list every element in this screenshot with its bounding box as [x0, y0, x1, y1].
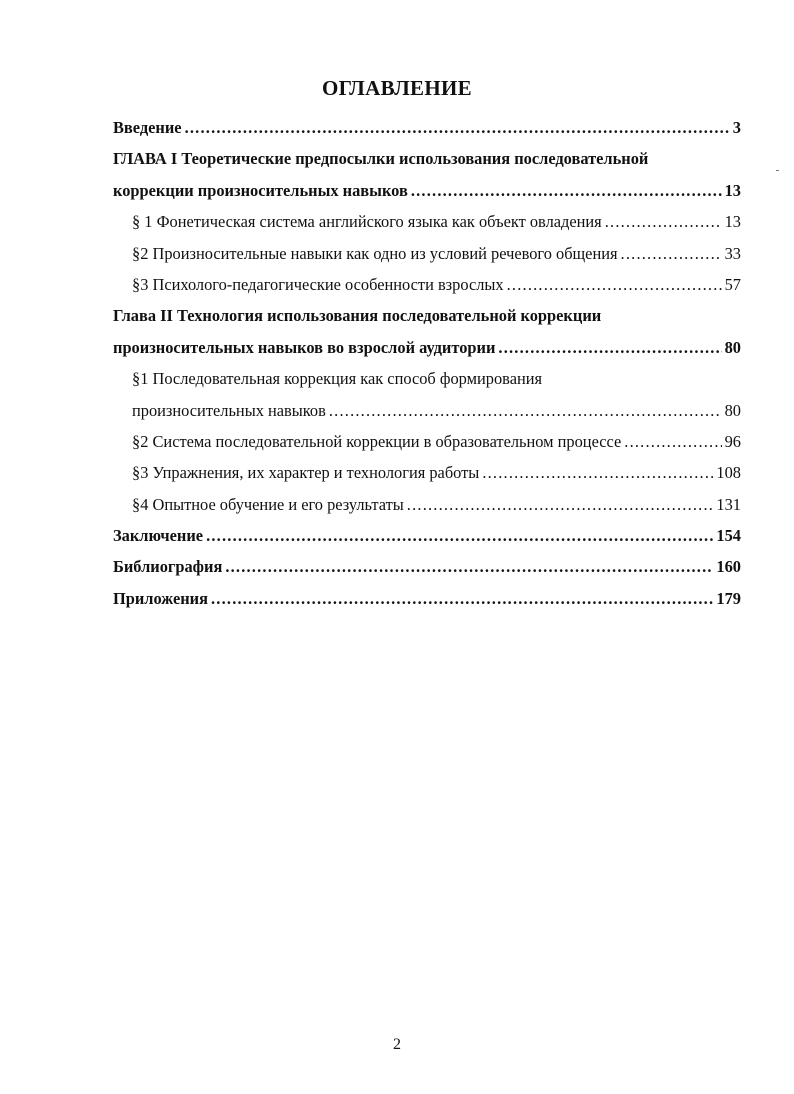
dot-leader	[211, 583, 713, 614]
page-title: ОГЛАВЛЕНИЕ	[322, 76, 472, 100]
toc-section-2-1-heading: §1 Последовательная коррекция как способ формирования	[132, 369, 543, 389]
toc-page-number: 80	[724, 337, 741, 357]
dot-leader	[507, 269, 722, 300]
toc-page-number: 179	[716, 588, 741, 608]
toc-page-number: 80	[724, 400, 741, 420]
toc-page-number: 13	[724, 212, 741, 232]
toc-chapter-1-heading: ГЛАВА I Теоретические предпосылки использования последовательной	[113, 149, 649, 169]
toc-entry-title: Введение	[113, 118, 182, 137]
toc-section-2-3	[132, 457, 741, 488]
dot-leader	[621, 238, 722, 269]
toc-page-number: 108	[716, 463, 741, 483]
toc-section-2-1	[132, 395, 741, 426]
page-number: 2	[393, 1036, 401, 1053]
toc-section-1-3	[132, 269, 741, 300]
dot-leader	[407, 489, 714, 520]
toc-chapter-2-heading: Глава II Технология использования последовательной коррекции	[113, 306, 602, 326]
toc-entry-title: Библиография	[113, 557, 223, 577]
dot-leader	[498, 332, 721, 363]
toc-entry-title: Заключение	[113, 526, 204, 546]
toc-page-number: 160	[716, 557, 741, 577]
dot-leader	[411, 175, 722, 206]
toc-entry-conclusion	[113, 520, 741, 551]
toc-entry-intro	[113, 112, 741, 143]
toc-section-1-2	[132, 238, 741, 269]
dot-leader	[185, 112, 730, 143]
toc-entry-title: коррекции произносительных навыков	[113, 180, 408, 200]
toc-section-2-4	[132, 489, 741, 520]
toc-section-1-1	[132, 206, 741, 237]
toc-page-number: 33	[724, 243, 741, 263]
dot-leader	[206, 520, 713, 551]
toc-page-number: 3	[732, 118, 741, 137]
toc-entry-title: §3 Упражнения, их характер и технология работы	[132, 463, 480, 483]
toc-entry-bibliography	[113, 551, 741, 582]
toc-section-2-2	[132, 426, 741, 457]
toc-page-number: 96	[724, 431, 741, 451]
toc-page-number: 57	[724, 274, 741, 294]
toc-entry-appendices	[113, 583, 741, 614]
toc-page-number: 154	[716, 526, 741, 546]
toc-entry-title: §2 Система последовательной коррекции в образовательном процессе	[132, 431, 622, 451]
toc-chapter-1-entry	[113, 175, 741, 206]
dot-leader	[624, 426, 721, 457]
toc-chapter-2-entry	[113, 332, 741, 363]
dot-leader	[482, 457, 713, 488]
table-of-contents	[113, 112, 741, 614]
toc-entry-title: § 1 Фонетическая система английского языка как объект овладения	[132, 212, 602, 232]
dot-leader	[225, 551, 713, 582]
toc-entry-title: произносительных навыков во взрослой аудитории	[113, 337, 496, 357]
toc-entry-title: §2 Произносительные навыки как одно из условий речевого общения	[132, 243, 618, 263]
toc-entry-title: произносительных навыков	[132, 400, 326, 420]
toc-entry-title: §4 Опытное обучение и его результаты	[132, 494, 404, 514]
toc-entry-title: Приложения	[113, 588, 208, 608]
toc-page-number: 131	[716, 494, 741, 514]
toc-page-number: 13	[724, 180, 741, 200]
dot-leader	[605, 206, 722, 237]
scan-mark	[776, 170, 779, 171]
dot-leader	[329, 395, 722, 426]
toc-entry-title: §3 Психолого-педагогические особенности взрослых	[132, 274, 504, 294]
